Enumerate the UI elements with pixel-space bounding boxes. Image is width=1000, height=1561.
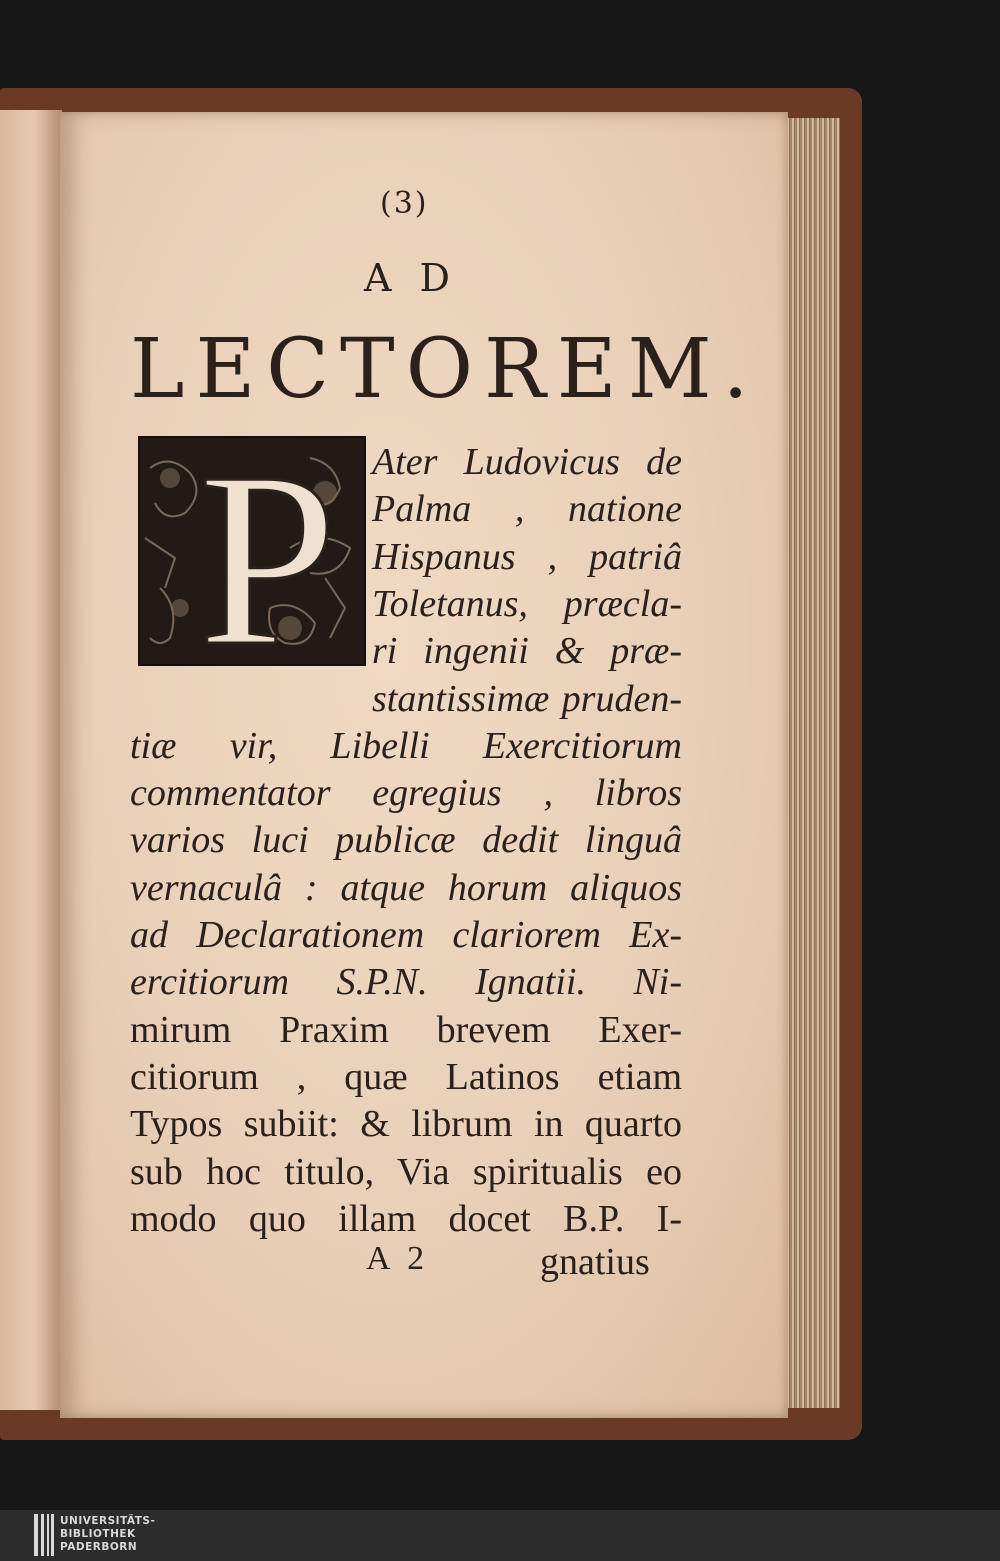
text-line: commentator egregius , libros [130,772,682,815]
text-line: stantissimæ pruden- [372,677,682,720]
signature-mark: A 2 [366,1240,425,1277]
library-logo-icon [34,1514,54,1556]
text-line: Typos subiit: & librum in quarto [130,1103,682,1146]
text-line: Hispanus , patriâ [372,535,682,578]
text-line: modo quo illam docet B.P. I- [130,1197,682,1240]
text-line: vernaculâ : atque horum aliquos [130,866,682,909]
text-line: Ater Ludovicus de [372,441,682,483]
text-line: varios luci publicæ dedit linguâ [130,819,682,862]
left-page-edge [0,110,62,1410]
text-line: ercitiorum S.P.N. Ignatii. Ni- [130,961,682,1004]
page-number: (3) [380,186,429,221]
page-edges [780,118,840,1408]
woodcut-illustration [140,438,364,664]
text-line: Toletanus, præcla- [372,582,682,625]
text-line: citiorum , quæ Latinos etiam [130,1055,682,1098]
text-line: ri ingenii & præ- [372,630,682,673]
library-name: UNIVERSITÄTS- BIBLIOTHEK PADERBORN [60,1515,156,1553]
text-line: mirum Praxim brevem Exer- [130,1008,682,1051]
initial-letter: P [198,438,338,664]
decorated-initial [138,436,366,666]
text-line: tiæ vir, Libelli Exercitiorum [130,724,682,767]
catchword: gnatius [540,1241,650,1283]
page-title: LECTOREM. [130,322,760,417]
heading-small: AD [364,256,478,300]
text-line: sub hoc titulo, Via spiritualis eo [130,1150,682,1193]
text-line: ad Declarationem clariorem Ex- [130,914,682,956]
text-line: Palma , natione [372,488,682,531]
